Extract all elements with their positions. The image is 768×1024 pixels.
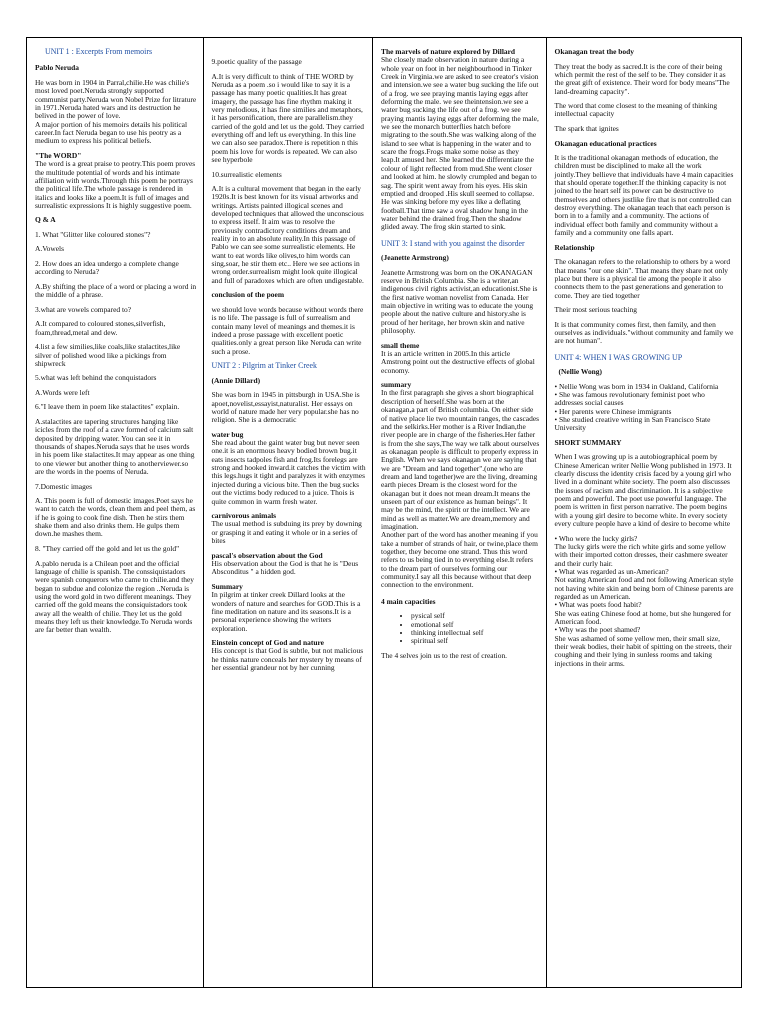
section-heading: The marvels of nature explored by Dillard	[381, 47, 516, 56]
section-heading: summary	[381, 380, 412, 390]
bio-paragraph: He was born in 1904 in Parral,chilie.He was chilie's most loved poet.Neruda strongly supported communist party.Neruda won Nobel Prize for litrature in 1971.Neruda hated wars and its destruction he belived in the power of love.	[35, 77, 197, 121]
answer: A.Words were left	[35, 387, 90, 397]
body-paragraph: They treat the body as sacred.It is the core of their being which permit the rest of the self to be. They consider it as the great gift of existence. Their word for body means"The land-dreaming capacity".	[554, 61, 730, 96]
body-paragraph: It is that community comes first, then family, and then ourselves as individuals."without community and family we are not human".	[554, 319, 734, 346]
unit4-heading: UNIT 4: WHEN I WAS GROWING UP	[554, 352, 683, 362]
bio-list	[555, 383, 735, 433]
body-paragraph: His observation about the God is that he is "Deus Absconditus " a hidden god.	[211, 558, 359, 577]
list-item: • Her parents were Chinese immigrants	[554, 406, 672, 416]
section-heading: "The WORD"	[35, 150, 82, 160]
section-heading: pascal's observation about the God	[211, 550, 323, 560]
column-3	[373, 38, 547, 987]
author-name: (Annie Dillard)	[211, 375, 261, 385]
section-heading: Okanagan educational practices	[554, 138, 657, 148]
question: 2. How does an idea undergo a complete change according to Neruda?	[35, 259, 179, 277]
section-heading: Q & A	[35, 215, 56, 225]
question: 5.what was left behind the conquistadors	[35, 373, 157, 383]
body-paragraph: She closely made observation in nature during a whole year on foot in her neighbourhood in Tinker Creek in Virginia.we are asked to see creator's vision and intension.we see a water bug sucking the life out of a frog. we see praying mantis laying eggs after deforming the male. we see theintension.we see a water bug sucking the life out of a frog. we see praying mantis laying eggs after deforming the male, we see the monarch butterflies hatch before migrating to the south.She was walking along of the island to see what is happening in the water and to scare the frogs.Frogs make some noise as they leap.It amused her. She learned the differentiate the colour of light reflected from mud.She went closer and looked at him. he slowly crumpled and began to sag. The spirit went away from his eyes. His skin emptied and drooped .His skull seemed to collapse. He was sinking before my eyes like a deflating football.That time saw a oval shadow hung in the water behind the drained frog.Then the shadow glided away. The frog skin started to sink.	[381, 55, 539, 232]
answer: A.Vowels	[35, 244, 64, 254]
list-item: She was ashamed of some yellow men, their small size, their weak bodies, their habit of spitting on the streets, their coughing and their lying in sunless rooms and taking injections in their arms.	[554, 633, 732, 668]
list-item: • spiritual self	[411, 637, 540, 645]
answer: A. This poem is full of domestic images.Poet says he want to catch the words, clean them and peel them, as if he is going to cook fine dish. Then he stirs them shake them and also drinks them. He gulps them down.he mashes them.	[35, 496, 196, 539]
section-heading: conclusion of the poem	[211, 290, 285, 300]
section-heading: Okanagan treat the body	[554, 47, 634, 56]
qa-list	[555, 535, 735, 669]
column-1	[27, 38, 204, 987]
body-paragraph: His concept is that God is subtle, but not malicious he thinks nature conceals her mystery by means of her essential grandeur not by her cunning	[211, 646, 364, 673]
answer: A.pablo neruda is a Chilean poet and the official language of chilie is spanish. The conssiquistadors were spanish conquerors who came to chilie.and they began to subdue and colonize the region ..Neruda is using the word gold in two different meanings. They carried off the gold means the consiquistadors took away all the wealth of chilie. They let us the gold means they left us their knowledge.To Neruda words are far better than wealth.	[35, 558, 195, 635]
body-paragraph: The word that come closest to the meaning of thinking intellectual capacity	[554, 101, 718, 119]
body-paragraph: It is the traditional okanagan methods of education, the children must be disciplined to make all the work jointly.They bellieve that individuals have 4 main capacities that should operate together.If the thinking capacity is not joined to the heart self its power can be destructive to themselves and others justlike fire that is not controlled can destroy everything. The okanagan teach that each person is born in to a family and a community. The actions of individual effect both family and community without a family and a community one falls apart.	[554, 153, 734, 238]
answer: A.stalactites are tapering structures hanging like icicles from the roof of a cave formed of calcium salt deposited by dripping water. You can see it in thousands of shapes.Neruda says that he uses words in his poem like stalactites.It may appear as one thing to one viewer but another thing to anotherviewer.so are the words in the poems of Neruda.	[35, 416, 195, 477]
body-paragraph: Another part of the word has another meaning if you take a number of strands of hair, or twine,place them together, they become one strand. Thus this word refers to us being tied in to everything else.It refers to the dream part of ourselves forming our community.I say all this because without that deep connection to the environment.	[381, 530, 538, 590]
answer: A.It is very difficult to think of THE WORD by Neruda as a poem .so i would like to say it is a passage has many poetic qualities.It has great imagery, the passage has fine rhythm making it very melodious, it has fine similies and metaphors, it has personification, there are parallelism.they carried of the gold and let us the gold. They carried everything off and left us everything. In this line we can also see paradox.There is repetition n this poem his love for words is repeated. We can also see hyperbole	[211, 71, 364, 164]
section-heading: small theme	[381, 340, 420, 350]
list-item: • Who were the lucky girls?	[554, 533, 638, 543]
question: 1. What "Glitter like coloured stones"?	[35, 229, 151, 239]
section-heading: Summary	[211, 581, 243, 591]
bio-paragraph: Jeanette Armstrong was born on the OKANAGAN reserve in British Columbia. She is a writer,an indigenous civil rights activist,an educationist.She is the first native woman novelist from Canada. Her main objective in writing was to educate the young people about the native culture and history.she is proud of her heritage, her brown skin and native philosophy.	[381, 267, 538, 336]
list-item: • Nellie Wong was born in 1934 in Oakland, California	[554, 381, 719, 391]
list-item: • Why was the poet shamed?	[554, 625, 641, 635]
list-item: • What was poets food habit?	[554, 600, 642, 610]
body-paragraph: Their most serious teaching	[554, 305, 637, 315]
section-heading: Relationship	[554, 242, 595, 252]
body-paragraph: The usual method is subduing its prey by downing or grasping it and eating it whole or in a series of bites	[211, 519, 362, 546]
list-item: • She was famous revolutionary feminist poet who addresses social causes	[554, 390, 705, 408]
document-page	[26, 37, 742, 988]
body-paragraph: It is an article written in 2005.In this article Amstrong point out the destructive effects of global economy.	[381, 348, 535, 375]
answer: A.It compared to coloured stones,silverfish, foam,thread,metal and dew.	[35, 319, 166, 337]
body-paragraph: we should love words because without words there is no life. The passage is full of surrealism and contain many level of meanings and themes.it is indeed a prose passage with excellent poetic qualities.only a great person like Neruda can write such a prose.	[211, 304, 364, 356]
list-item: • emotional self	[411, 621, 540, 629]
author-name: (Nellie Wong)	[558, 367, 602, 377]
answer: A.It is a cultural movement that began in the early 1920s.It is best known for its visual artworks and writings. Artists painted illogical scenes and developed techniques that allowed the unconscious to express itself. It aim was to resolve the previously contradictory conditions dream and reality in to an absolute reality.In this passage of Pablo we can see some surrealistic elements. He want to eat words like olives,to him words can sing,soar, he stir them etc.. Here we see actions in wrong order.surrealism might look quite illogical and full of paradoxes which are often undigestable.	[211, 184, 364, 285]
author-name: Pablo Neruda	[35, 63, 80, 73]
list-item: The lucky girls were the rich white girls and some yellow with their imported cotton dresses, their cashmere sweater and their curly hair.	[554, 541, 728, 568]
answer: A.By shifting the place of a word or placing a word in the middle of a phrase.	[35, 281, 197, 300]
body-paragraph: The 4 selves join us to the rest of creation.	[381, 650, 508, 660]
list-item: • She studied creative writing in San Francisco State University	[554, 415, 711, 433]
question: 6."I leave them in poem like stalactites" explain.	[35, 402, 180, 412]
section-heading: carnivorous animals	[211, 511, 277, 521]
body-paragraph: The word is a great praise to peotry.This poem proves the multitude potential of words and his intimate affiliation with words.Through this poem he portrays the political life.The whole passage is rendered in italics and looks like a poem.It is full of images and surrealistic expressions It is highly suggestive poem.	[35, 159, 196, 210]
question: 9.poetic quality of the passage	[211, 57, 302, 66]
author-name: (Jeanette Armstrong)	[381, 253, 449, 263]
section-heading: water bug	[211, 429, 244, 439]
unit3-heading: UNIT 3: I stand with you against the disorder	[381, 238, 525, 248]
body-paragraph: The spark that ignites	[554, 123, 619, 133]
body-paragraph: When I was growing up is a autobiographical poem by Chinese American writer Nellie Wong published in 1973. It clearly discuss the identity crisis faced by a young girl who lived in a dominant white society. The poem also discusses the issues of racism and discrimination. It is a subjective poem and powerful. The poet use powerful language. The poem is written in first person narrative. The poem begins with a young girl desire to become white. In every society every culture people have a kind of desire to become white	[554, 452, 732, 529]
bio-paragraph: A major portion of his memoirs details his political career.In fact Neruda began to use his peotry as a medium to express his political beliefs.	[35, 119, 188, 146]
unit1-heading: UNIT 1 : Excerpts From memoirs	[45, 47, 153, 56]
body-paragraph: The okanagan refers to the relationship to others by a word that means "our one skin". That means they share not only place but there is a physical tie among the people it also coonnects them to the past generations and generation to come. They are tied together	[554, 257, 731, 300]
question: 7.Domestic images	[35, 481, 93, 491]
section-heading: 4 main capacities	[381, 596, 436, 606]
list-item: • pysical self	[411, 612, 540, 620]
question: 8. "They carried off the gold and let us the gold"	[35, 544, 180, 553]
question: 10.surrealistic elements	[211, 169, 282, 179]
body-paragraph: In pilgrim at tinker creek Dillard looks at the wonders of nature and searches for GOD.This is a fine meditation on nature and its seasons.It is a personal experience showing the writers exploration.	[211, 590, 361, 633]
column-4	[547, 38, 741, 987]
capacities-list	[381, 612, 540, 645]
unit2-heading: UNIT 2 : Pilgrim at Tinker Creek	[211, 361, 317, 371]
question: 4.list a few similies,like coals,like stalactites,like silver of polished wood like a pickings from shipwreck	[35, 342, 181, 368]
body-paragraph: She read about the gaint water bug but never seen one.it is an enormous heavy bodied brown bug.it eats insects tadpoles fish and frog.Its forelegs are strong and hooked inward.it catches the victim with this legs.hugs it tight and paralyzes it with enzymes injected during a vicious bite. Then the bug sucks out the victims body reduced to a juice. Thois is quite common in warm fresh water.	[211, 438, 366, 506]
question: 3.what are vowels compared to?	[35, 304, 132, 314]
body-paragraph: In the first paragraph she gives a short biographical description of herself.She was born at the okanagan,a part of British columbia. On either side of native place lie two mountain ranges, the cascades and the selkirks.Her mother is a River Indian,the river people are in charge of the fisheries.Her father is from the she says,The way we talk about ourselves as okanagan people is difficult to properly express in English. When we says okanagan we are saying that we are "Dream and land together".(one who are dream and land together)we are the living, dreaming earth pieces Dream is the closest word for the okanagan but it does not mean dream.It means the unseen part of our existence as human beings". It may be the mind, the spirit or the intellect. We are mind as well as matter.We are dream,memory and imagination.	[381, 388, 540, 531]
section-heading: Einstein concept of God and nature	[211, 638, 324, 648]
list-item: • thinking intellectual self	[411, 629, 540, 637]
list-item: • What was regarded as un-American?	[554, 566, 669, 576]
section-heading: SHORT SUMMARY	[554, 437, 622, 447]
list-item: She was eating Chinese food at home, but she hungered for American food.	[554, 608, 732, 627]
bio-paragraph: She was born in 1945 in pittsburgh in USA.She is apoet,novelist,essayist,naturalist. Her essays on world of nature made her very popular.she has no religion. She is a democratic	[211, 390, 360, 425]
column-2	[204, 38, 374, 987]
list-item: Not eating American food and not following American style not having white skin and being born of Chinese parents are regarded as un American.	[554, 575, 734, 601]
